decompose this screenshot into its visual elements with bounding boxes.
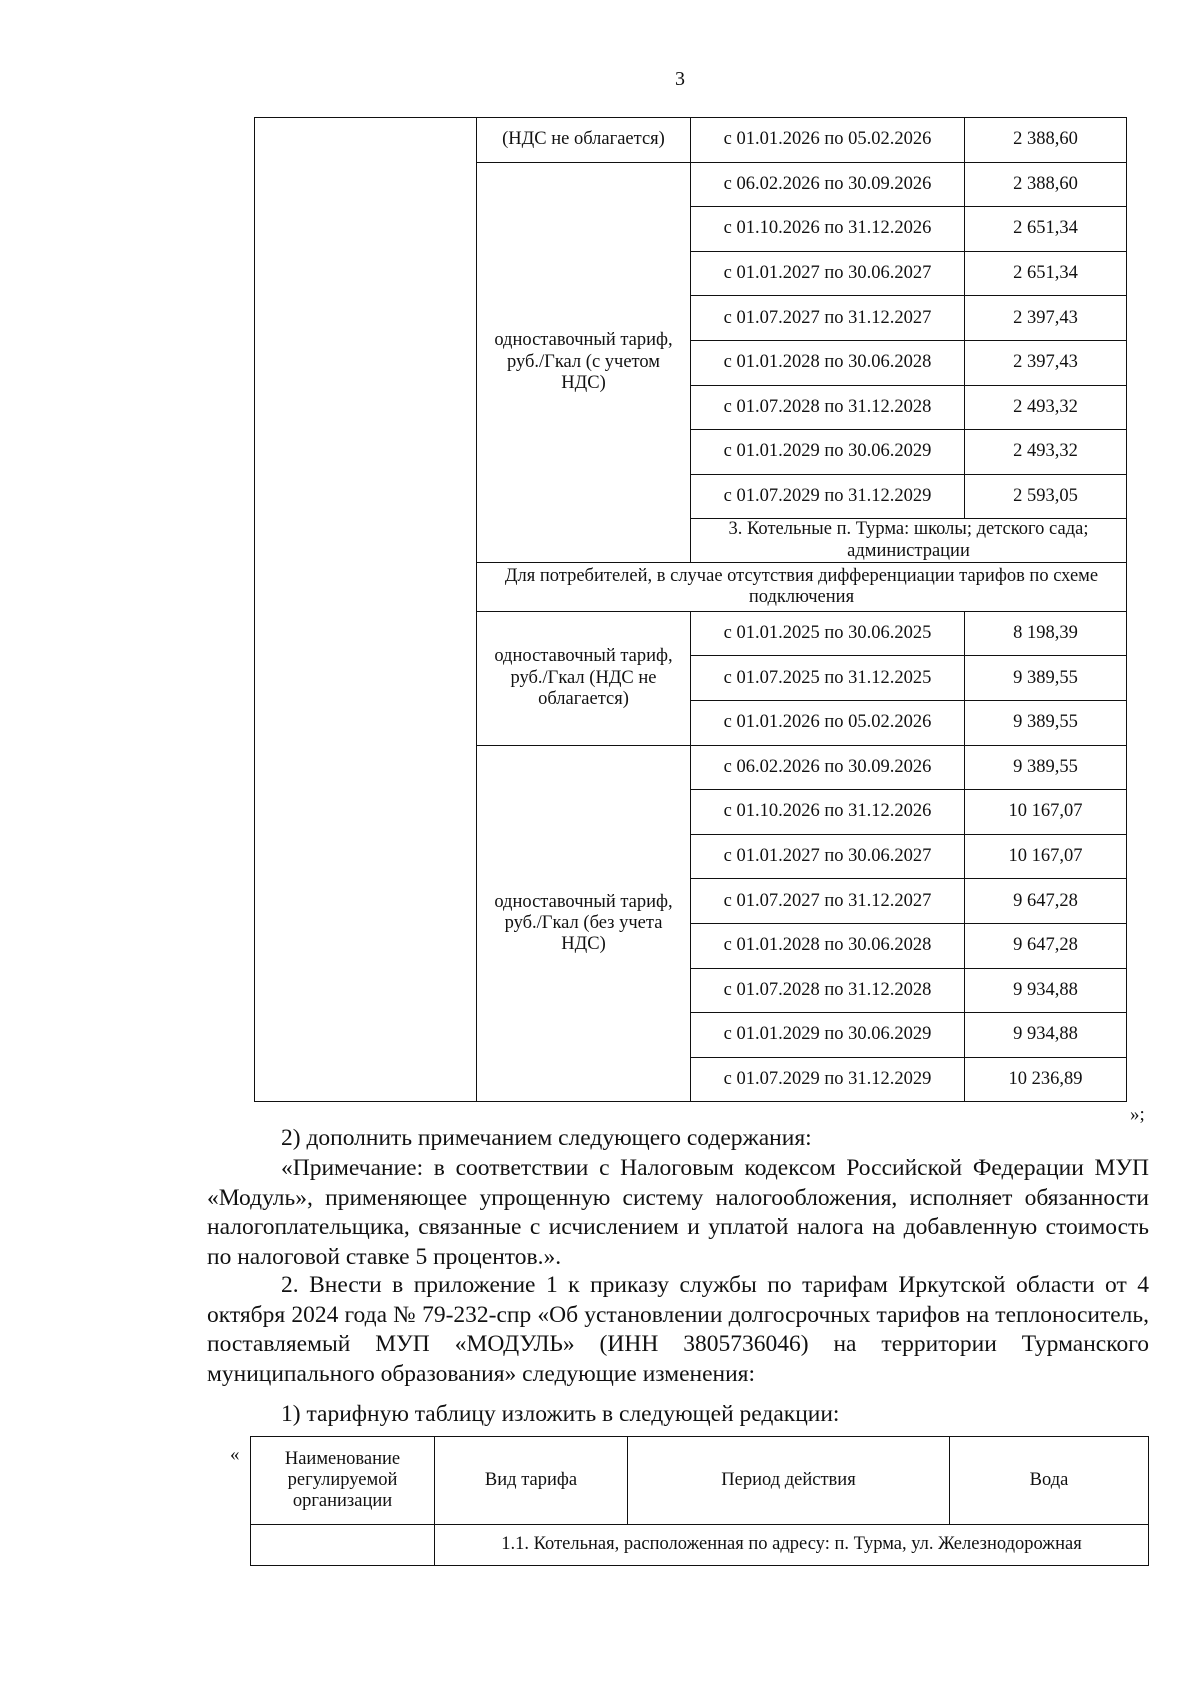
value-cell: 2 397,43 bbox=[965, 340, 1127, 385]
period-cell: с 01.01.2028 по 30.06.2028 bbox=[691, 340, 965, 385]
period-cell: с 01.01.2029 по 30.06.2029 bbox=[691, 1013, 965, 1058]
period-cell: с 01.01.2025 по 30.06.2025 bbox=[691, 611, 965, 656]
value-cell: 9 934,88 bbox=[965, 968, 1127, 1013]
paragraph-item-2-text: 2. Внести в приложение 1 к приказу службы по тарифам Иркутской области от 4 октября 2024 года № 79-232-спр «Об установлении долгосрочных тарифов на теплоноситель, поставляемый МУП «МОДУЛЬ» (ИНН 3805736046) на территории Турманского муниципального образования» следующие изменения: bbox=[207, 1272, 1149, 1387]
period-cell: с 01.01.2028 по 30.06.2028 bbox=[691, 924, 965, 969]
period-cell: с 01.07.2027 по 31.12.2027 bbox=[691, 879, 965, 924]
value-cell: 2 651,34 bbox=[965, 251, 1127, 296]
period-cell: с 01.07.2029 по 31.12.2029 bbox=[691, 1057, 965, 1102]
value-cell: 2 593,05 bbox=[965, 474, 1127, 519]
value-cell: 2 397,43 bbox=[965, 296, 1127, 341]
value-cell: 9 389,55 bbox=[965, 745, 1127, 790]
paragraph-note bbox=[207, 1154, 1149, 1272]
period-cell: с 01.10.2026 по 31.12.2026 bbox=[691, 207, 965, 252]
value-cell: 10 167,07 bbox=[965, 834, 1127, 879]
value-cell: 2 493,32 bbox=[965, 430, 1127, 475]
value-cell: 2 651,34 bbox=[965, 207, 1127, 252]
value-cell: 2 388,60 bbox=[965, 162, 1127, 207]
value-cell: 9 389,55 bbox=[965, 656, 1127, 701]
period-cell: с 01.01.2027 по 30.06.2027 bbox=[691, 251, 965, 296]
tariff-table bbox=[254, 117, 1127, 1102]
header-water: Вода bbox=[950, 1437, 1149, 1525]
tariff-kind-cell: (НДС не облагается) bbox=[477, 118, 691, 163]
period-cell: с 01.07.2027 по 31.12.2027 bbox=[691, 296, 965, 341]
period-cell: с 01.07.2025 по 31.12.2025 bbox=[691, 656, 965, 701]
value-cell: 9 389,55 bbox=[965, 701, 1127, 746]
table-row bbox=[255, 118, 1127, 163]
period-cell: с 06.02.2026 по 30.09.2026 bbox=[691, 162, 965, 207]
period-cell: с 06.02.2026 по 30.09.2026 bbox=[691, 745, 965, 790]
paragraph-table-edit: 1) тарифную таблицу изложить в следующей редакции: bbox=[281, 1401, 840, 1427]
period-cell: с 01.01.2026 по 05.02.2026 bbox=[691, 701, 965, 746]
organization-cell bbox=[251, 1525, 435, 1566]
organization-cell bbox=[255, 118, 477, 1102]
period-cell: с 01.07.2028 по 31.12.2028 bbox=[691, 385, 965, 430]
header-tariff-type: Вид тарифа bbox=[435, 1437, 628, 1525]
value-cell: 2 493,32 bbox=[965, 385, 1127, 430]
period-cell: с 01.01.2029 по 30.06.2029 bbox=[691, 430, 965, 475]
value-cell: 9 934,88 bbox=[965, 1013, 1127, 1058]
header-period: Период действия bbox=[628, 1437, 950, 1525]
header-organization: Наименование регулируемой организации bbox=[251, 1437, 435, 1525]
tariff-kind-cell: одноставочный тариф, руб./Гкал (с учетом НДС) bbox=[477, 162, 691, 562]
section-title: 3. Котельные п. Турма: школы; детского сада; администрации bbox=[691, 519, 1127, 563]
boiler-title: 1.1. Котельная, расположенная по адресу: п. Турма, ул. Железнодорожная bbox=[435, 1525, 1149, 1566]
period-cell: с 01.01.2027 по 30.06.2027 bbox=[691, 834, 965, 879]
period-cell: с 01.07.2028 по 31.12.2028 bbox=[691, 968, 965, 1013]
period-cell: с 01.01.2026 по 05.02.2026 bbox=[691, 118, 965, 163]
paragraph-item-2 bbox=[207, 1271, 1149, 1389]
value-cell: 10 236,89 bbox=[965, 1057, 1127, 1102]
value-cell: 9 647,28 bbox=[965, 879, 1127, 924]
value-cell: 2 388,60 bbox=[965, 118, 1127, 163]
period-cell: с 01.10.2026 по 31.12.2026 bbox=[691, 790, 965, 835]
tariff-table-2 bbox=[250, 1436, 1149, 1566]
tariff-kind-cell: одноставочный тариф, руб./Гкал (без учета НДС) bbox=[477, 745, 691, 1102]
value-cell: 10 167,07 bbox=[965, 790, 1127, 835]
table-closing-mark: »; bbox=[1130, 1104, 1145, 1125]
value-cell: 8 198,39 bbox=[965, 611, 1127, 656]
page-number: 3 bbox=[675, 68, 685, 90]
value-cell: 9 647,28 bbox=[965, 924, 1127, 969]
paragraph-amendment-2: 2) дополнить примечанием следующего содержания: bbox=[281, 1125, 812, 1151]
paragraph-note-text: «Примечание: в соответствии с Налоговым кодексом Российской Федерации МУП «Модуль», применяющее упрощенную систему налогообложения, исполняет обязанности налогоплательщика, связанные с исчислением и уплатой налога на добавленную стоимость по налоговой ставке 5 процентов.». bbox=[207, 1155, 1149, 1270]
table2-open-mark: « bbox=[230, 1444, 240, 1465]
period-cell: с 01.07.2029 по 31.12.2029 bbox=[691, 474, 965, 519]
section-title: Для потребителей, в случае отсутствия дифференциации тарифов по схеме подключения bbox=[477, 562, 1127, 611]
tariff-kind-cell: одноставочный тариф, руб./Гкал (НДС не облагается) bbox=[477, 611, 691, 745]
